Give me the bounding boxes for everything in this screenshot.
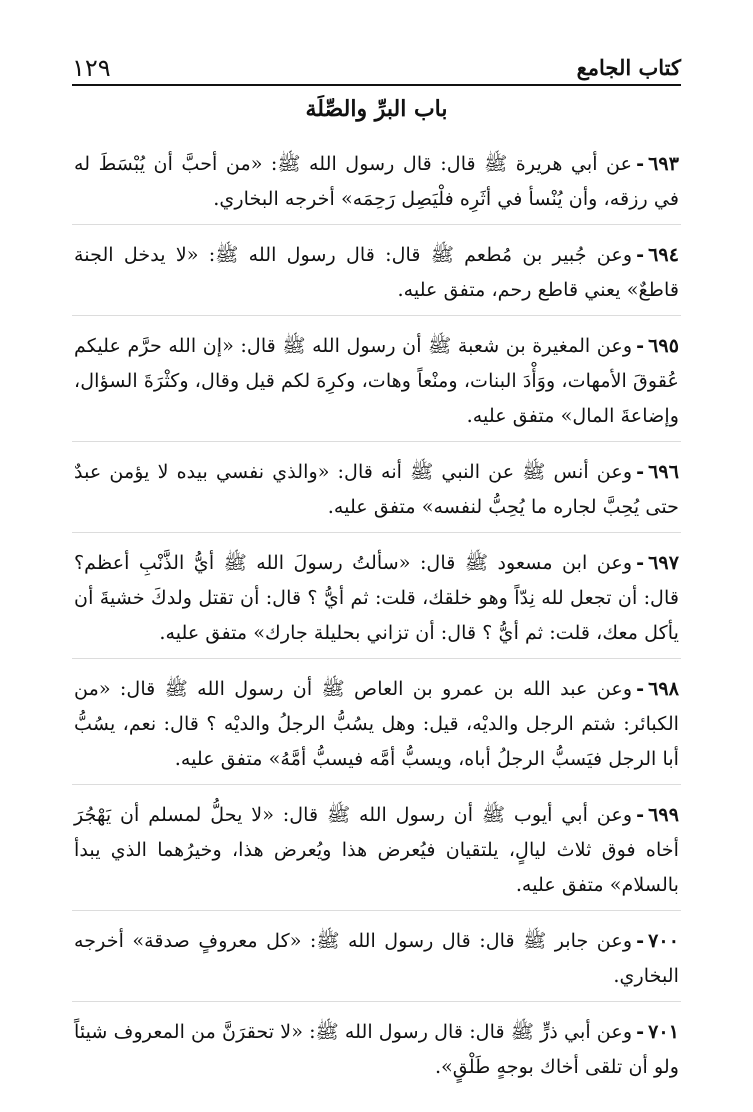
hadith-text: وعن أبي ذرٍّ ﷺ قال: قال رسول الله ﷺ: «لا تحقرَنَّ من المعروف شيئاً ولو أن تلقى أخاك بوجهٍ طَلْقٍ». bbox=[74, 1020, 679, 1078]
chapter-title: باب البرِّ والصِّلَة bbox=[305, 96, 448, 122]
hadith-text: وعن ابن مسعود ﷺ قال: «سألتُ رسولَ الله ﷺ أيُّ الذَّنْبِ أعظم؟ قال: أن تجعل لله نِدّاً وهو خلقك، قلت: ثم أيُّ ؟ قال: أن تقتل ولدكَ خشيةَ أن يأكل معك، قلت: ثم أيُّ ؟ قال: أن تزاني بحليلة جارك» متفق عليه. bbox=[74, 551, 679, 644]
hadith-number: ٦٩٦ bbox=[648, 460, 679, 483]
page-header bbox=[72, 44, 681, 86]
hadith-number: ٧٠١ bbox=[648, 1020, 679, 1043]
hadith-number: ٦٩٣ bbox=[648, 152, 679, 175]
running-title: كتاب الجامع bbox=[576, 55, 681, 80]
hadith-text: عن أبي هريرة ﷺ قال: قال رسول الله ﷺ: «من أحبَّ أن يُبْسَطَ له في رزقه، وأن يُنْسأ في أثَرِه فلْيَصِل رَحِمَه» أخرجه البخاري. bbox=[74, 152, 679, 210]
hadith-text: وعن المغيرة بن شعبة ﷺ أن رسول الله ﷺ قال: «إن الله حرَّم عليكم عُقوقَ الأمهات، ووَأْدَ البنات، ومنْعاً وهات، وكرِهَ لكم قيل وقال، وكثْرَةَ السؤال، وإضاعةَ المال» متفق عليه. bbox=[74, 334, 679, 427]
hadith-number: ٦٩٥ bbox=[648, 334, 679, 357]
hadith-entry: ٦٩٥-وعن المغيرة بن شعبة ﷺ أن رسول الله ﷺ قال: «إن الله حرَّم عليكم عُقوقَ الأمهات، ووَأْدَ البنات، ومنْعاً وهات، وكرِهَ لكم قيل وقال، وكثْرَةَ السؤال، وإضاعةَ المال» متفق عليه. bbox=[72, 324, 681, 442]
hadith-entry: ٧٠١-وعن أبي ذرٍّ ﷺ قال: قال رسول الله ﷺ: «لا تحقرَنَّ من المعروف شيئاً ولو أن تلقى أخاك بوجهٍ طَلْقٍ». bbox=[74, 1020, 679, 1078]
hadith-number: ٦٩٩ bbox=[648, 803, 679, 826]
hadith-text: وعن جُبير بن مُطعم ﷺ قال: قال رسول الله ﷺ: «لا يدخل الجنة قاطعٌ» يعني قاطع رحم، متفق عليه. bbox=[74, 243, 679, 301]
hadith-entry: ٦٩٩-وعن أبي أيوب ﷺ أن رسول الله ﷺ قال: «لا يحلُّ لمسلم أن يَهْجُرَ أخاه فوق ثلاث ليالٍ، يلتقيان فيُعرض هذا ويُعرض هذا، وخيرُهما الذي يبدأ بالسلام» متفق عليه. bbox=[72, 793, 681, 911]
hadith-entry: ٦٩٦-وعن أنس ﷺ عن النبي ﷺ أنه قال: «والذي نفسي بيده لا يؤمن عبدٌ حتى يُحِبَّ لجاره ما يُحِبُّ لنفسه» متفق عليه. bbox=[72, 450, 681, 533]
hadith-entry: ٦٩٤-وعن جُبير بن مُطعم ﷺ قال: قال رسول الله ﷺ: «لا يدخل الجنة قاطعٌ» يعني قاطع رحم، متفق عليه. bbox=[72, 233, 681, 316]
page-number: ١٢٩ bbox=[72, 54, 111, 82]
hadith-number: ٧٠٠ bbox=[648, 929, 679, 952]
hadith-entry: ٧٠٠-وعن جابر ﷺ قال: قال رسول الله ﷺ: «كل معروفٍ صدقة» أخرجه البخاري. bbox=[72, 919, 681, 1002]
hadith-entry: ٦٩٧-وعن ابن مسعود ﷺ قال: «سألتُ رسولَ الله ﷺ أيُّ الذَّنْبِ أعظم؟ قال: أن تجعل لله نِدّاً وهو خلقك، قلت: ثم أيُّ ؟ قال: أن تقتل ولدكَ خشيةَ أن يأكل معك، قلت: ثم أيُّ ؟ قال: أن تزاني بحليلة جارك» متفق عليه. bbox=[72, 541, 681, 659]
hadith-number: ٦٩٤ bbox=[648, 243, 679, 266]
hadith-text: وعن أنس ﷺ عن النبي ﷺ أنه قال: «والذي نفسي بيده لا يؤمن عبدٌ حتى يُحِبَّ لجاره ما يُحِبُّ لنفسه» متفق عليه. bbox=[74, 460, 679, 518]
hadith-entry: ٦٩٨-وعن عبد الله بن عمرو بن العاص ﷺ أن رسول الله ﷺ قال: «من الكبائر: شتم الرجل والديْه، قيل: وهل يسُبُّ الرجلُ والديْه ؟ قال: نعم، يسُبُّ أبا الرجل فيَسبُّ الرجلُ أباه، ويسبُّ أمَّه فيسبُّ أمَّهُ» متفق عليه. bbox=[72, 667, 681, 785]
hadith-number: ٦٩٨ bbox=[648, 677, 679, 700]
hadith-text: وعن أبي أيوب ﷺ أن رسول الله ﷺ قال: «لا يحلُّ لمسلم أن يَهْجُرَ أخاه فوق ثلاث ليالٍ، يلتقيان فيُعرض هذا ويُعرض هذا، وخيرُهما الذي يبدأ بالسلام» متفق عليه. bbox=[74, 803, 679, 896]
hadith-text: وعن جابر ﷺ قال: قال رسول الله ﷺ: «كل معروفٍ صدقة» أخرجه البخاري. bbox=[74, 929, 679, 987]
hadith-list bbox=[72, 142, 681, 1100]
hadith-number: ٦٩٧ bbox=[648, 551, 679, 574]
hadith-text: وعن عبد الله بن عمرو بن العاص ﷺ أن رسول الله ﷺ قال: «من الكبائر: شتم الرجل والديْه، قيل: وهل يسُبُّ الرجلُ والديْه ؟ قال: نعم، يسُبُّ أبا الرجل فيَسبُّ الرجلُ أباه، ويسبُّ أمَّه فيسبُّ أمَّهُ» متفق عليه. bbox=[74, 677, 679, 770]
hadith-entry: ٦٩٣-عن أبي هريرة ﷺ قال: قال رسول الله ﷺ: «من أحبَّ أن يُبْسَطَ له في رزقه، وأن يُنْسأ في أثَرِه فلْيَصِل رَحِمَه» أخرجه البخاري. bbox=[72, 142, 681, 225]
